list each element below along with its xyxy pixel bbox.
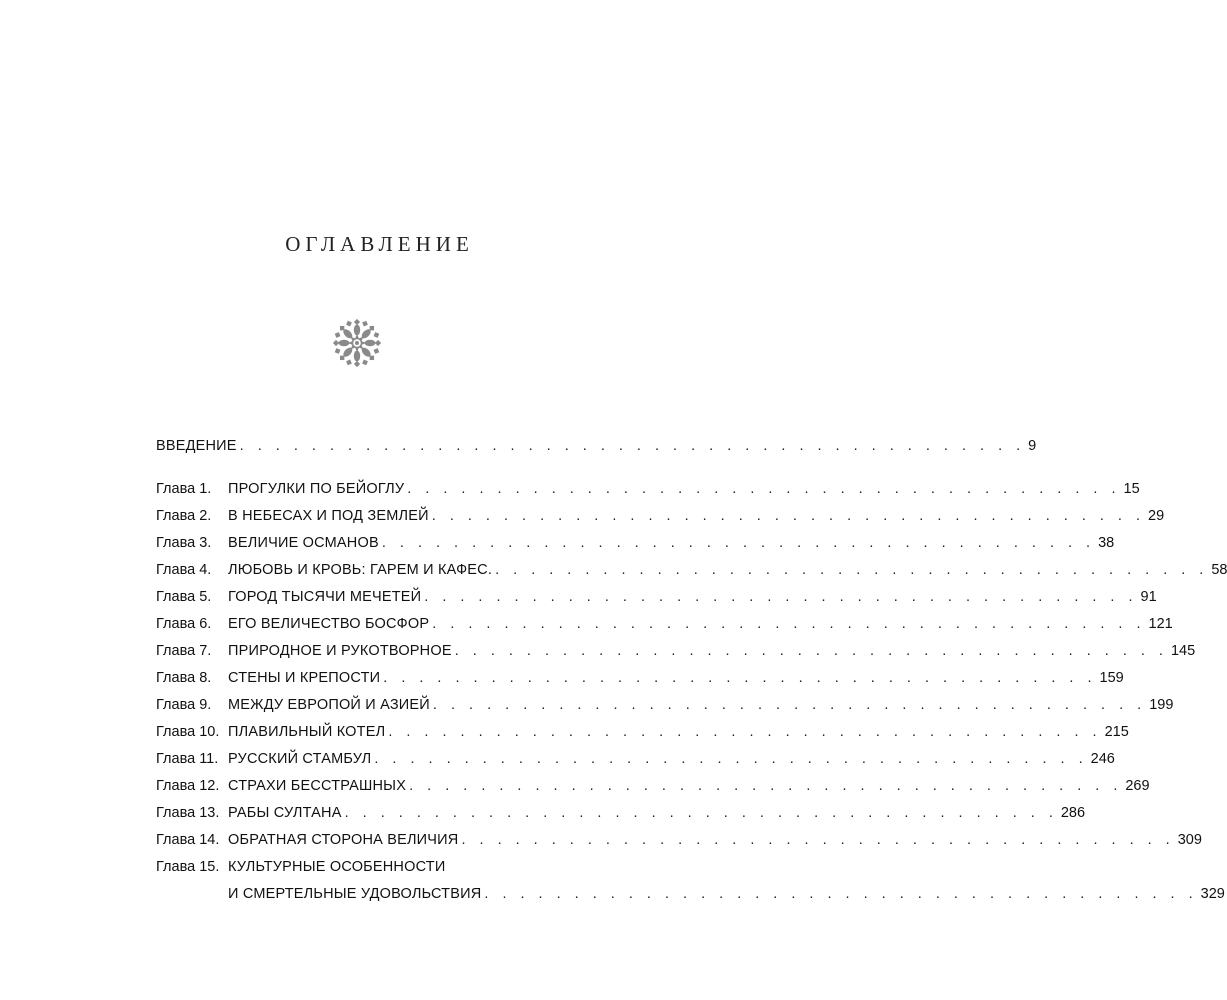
chapter-page-number: 199: [1149, 697, 1174, 713]
chapter-title: РАБЫ СУЛТАНА: [228, 805, 342, 821]
dot-leader: . . . . . . . . . . . . . . . . . . . . . . . . . . . . . . . . . . . . . . . .: [461, 832, 1175, 848]
toc-chapter-entry[interactable]: [156, 611, 1173, 638]
star-rosette-icon: [332, 318, 382, 368]
chapter-page-number: 269: [1125, 778, 1150, 794]
toc-intro-title: ВВЕДЕНИЕ: [156, 438, 237, 454]
toc-chapter-entry[interactable]: [156, 800, 1086, 827]
chapter-title: ЛЮБОВЬ И КРОВЬ: ГАРЕМ И КАФЕС.: [228, 562, 493, 578]
chapter-title: ПРИРОДНОЕ И РУКОТВОРНОЕ: [228, 643, 452, 659]
dot-leader: . . . . . . . . . . . . . . . . . . . . . . . . . . . . . . . . . . . . . . . .: [344, 805, 1058, 821]
chapter-title-continuation: И СМЕРТЕЛЬНЫЕ УДОВОЛЬСТВИЯ: [228, 886, 482, 902]
dot-leader: . . . . . . . . . . . . . . . . . . . . . . . . . . . . . . . . . . . . . . . .: [381, 535, 1096, 551]
toc-chapter-entry[interactable]: [156, 530, 1115, 557]
chapter-label: Глава 7.: [156, 643, 212, 659]
chapter-label: Глава 10.: [156, 724, 220, 740]
dot-leader: . . . . . . . . . . . . . . . . . . . . . . . . . . . . . . . . . . . . . . . .: [495, 562, 1209, 578]
chapter-page-number: 121: [1148, 616, 1173, 632]
toc-intro-entry[interactable]: [156, 432, 1037, 460]
toc-chapter-entry[interactable]: [156, 503, 1165, 530]
chapter-page-number: 29: [1148, 508, 1165, 524]
dot-leader: . . . . . . . . . . . . . . . . . . . . . . . . . . . . . . . . . . . . . . . . . . . .: [239, 438, 1026, 454]
toc-chapter-entry[interactable]: [156, 692, 1174, 719]
dot-leader: . . . . . . . . . . . . . . . . . . . . . . . . . . . . . . . . . . . . . . . .: [432, 697, 1147, 713]
toc-chapter-entry[interactable]: [156, 638, 1196, 665]
dot-leader: . . . . . . . . . . . . . . . . . . . . . . . . . . . . . . . . . . . . . . . .: [409, 778, 1123, 794]
chapter-title: ОБРАТНАЯ СТОРОНА ВЕЛИЧИЯ: [228, 832, 459, 848]
dot-leader: . . . . . . . . . . . . . . . . . . . . . . . . . . . . . . . . . . . . . . . .: [374, 751, 1088, 767]
chapter-page-number: 145: [1170, 643, 1196, 659]
chapter-label: Глава 9.: [156, 697, 212, 713]
toc-chapter-entry[interactable]: [156, 557, 1227, 584]
toc-chapter-entry[interactable]: [156, 746, 1115, 773]
dot-leader: . . . . . . . . . . . . . . . . . . . . . . . . . . . . . . . . . . . . . . . .: [383, 670, 1097, 686]
table-of-contents: [156, 432, 1227, 908]
chapter-title: РУССКИЙ СТАМБУЛ: [228, 751, 372, 767]
dot-leader: . . . . . . . . . . . . . . . . . . . . . . . . . . . . . . . . . . . . . . . .: [424, 589, 1138, 605]
chapter-page-number: 159: [1099, 670, 1124, 686]
toc-chapter-entry[interactable]: [156, 773, 1150, 800]
dot-leader: . . . . . . . . . . . . . . . . . . . . . . . . . . . . . . . . . . . . . . . .: [484, 886, 1198, 902]
chapter-label: Глава 5.: [156, 589, 212, 605]
chapter-title: В НЕБЕСАХ И ПОД ЗЕМЛЕЙ: [228, 508, 429, 524]
dot-leader: . . . . . . . . . . . . . . . . . . . . . . . . . . . . . . . . . . . . . . . .: [454, 643, 1168, 659]
chapter-title: ПРОГУЛКИ ПО БЕЙОГЛУ: [228, 481, 405, 497]
toc-chapter-entry[interactable]: [156, 476, 1140, 503]
chapter-list: [156, 476, 1227, 908]
chapter-title: ЕГО ВЕЛИЧЕСТВО БОСФОР: [228, 616, 430, 632]
chapter-label: Глава 12.: [156, 778, 220, 794]
toc-chapter-entry[interactable]: [156, 665, 1124, 692]
chapter-title: ПЛАВИЛЬНЫЙ КОТЕЛ: [228, 724, 386, 740]
chapter-label: Глава 11.: [156, 751, 219, 767]
dot-leader: . . . . . . . . . . . . . . . . . . . . . . . . . . . . . . . . . . . . . . . .: [407, 481, 1121, 497]
chapter-page-number: 15: [1123, 481, 1140, 497]
chapter-page-number: 38: [1098, 535, 1115, 551]
page-title: ОГЛАВЛЕНИЕ: [285, 232, 474, 256]
dot-leader: . . . . . . . . . . . . . . . . . . . . . . . . . . . . . . . . . . . . . . . .: [432, 616, 1146, 632]
chapter-title: КУЛЬТУРНЫЕ ОСОБЕННОСТИ: [228, 859, 446, 875]
chapter-page-number: 246: [1090, 751, 1115, 767]
chapter-title: СТЕНЫ И КРЕПОСТИ: [228, 670, 381, 686]
chapter-title: ГОРОД ТЫСЯЧИ МЕЧЕТЕЙ: [228, 589, 422, 605]
dot-leader: . . . . . . . . . . . . . . . . . . . . . . . . . . . . . . . . . . . . . . . .: [431, 508, 1146, 524]
toc-chapter-entry[interactable]: [156, 854, 1225, 908]
chapter-label: Глава 6.: [156, 616, 212, 632]
chapter-label: Глава 2.: [156, 508, 212, 524]
chapter-label: Глава 14.: [156, 832, 220, 848]
chapter-label: Глава 4.: [156, 562, 212, 578]
chapter-label: Глава 3.: [156, 535, 212, 551]
chapter-label: Глава 8.: [156, 670, 212, 686]
chapter-label: Глава 1.: [156, 481, 212, 497]
toc-chapter-entry[interactable]: [156, 719, 1129, 746]
toc-chapter-entry[interactable]: [156, 827, 1202, 854]
chapter-page-number: 309: [1177, 832, 1202, 848]
chapter-title: МЕЖДУ ЕВРОПОЙ И АЗИЕЙ: [228, 697, 430, 713]
toc-intro-page: 9: [1028, 438, 1037, 454]
toc-chapter-entry[interactable]: [156, 584, 1157, 611]
chapter-page-number: 91: [1140, 589, 1157, 605]
chapter-page-number: 286: [1060, 805, 1086, 821]
chapter-label: Глава 13.: [156, 805, 220, 821]
chapter-page-number: 215: [1104, 724, 1129, 740]
chapter-title: ВЕЛИЧИЕ ОСМАНОВ: [228, 535, 379, 551]
dot-leader: . . . . . . . . . . . . . . . . . . . . . . . . . . . . . . . . . . . . . . . .: [388, 724, 1102, 740]
chapter-page-number: 58: [1211, 562, 1227, 578]
chapter-label: Глава 15.: [156, 859, 220, 875]
chapter-page-number: 329: [1200, 886, 1225, 902]
chapter-title: СТРАХИ БЕССТРАШНЫХ: [228, 778, 407, 794]
